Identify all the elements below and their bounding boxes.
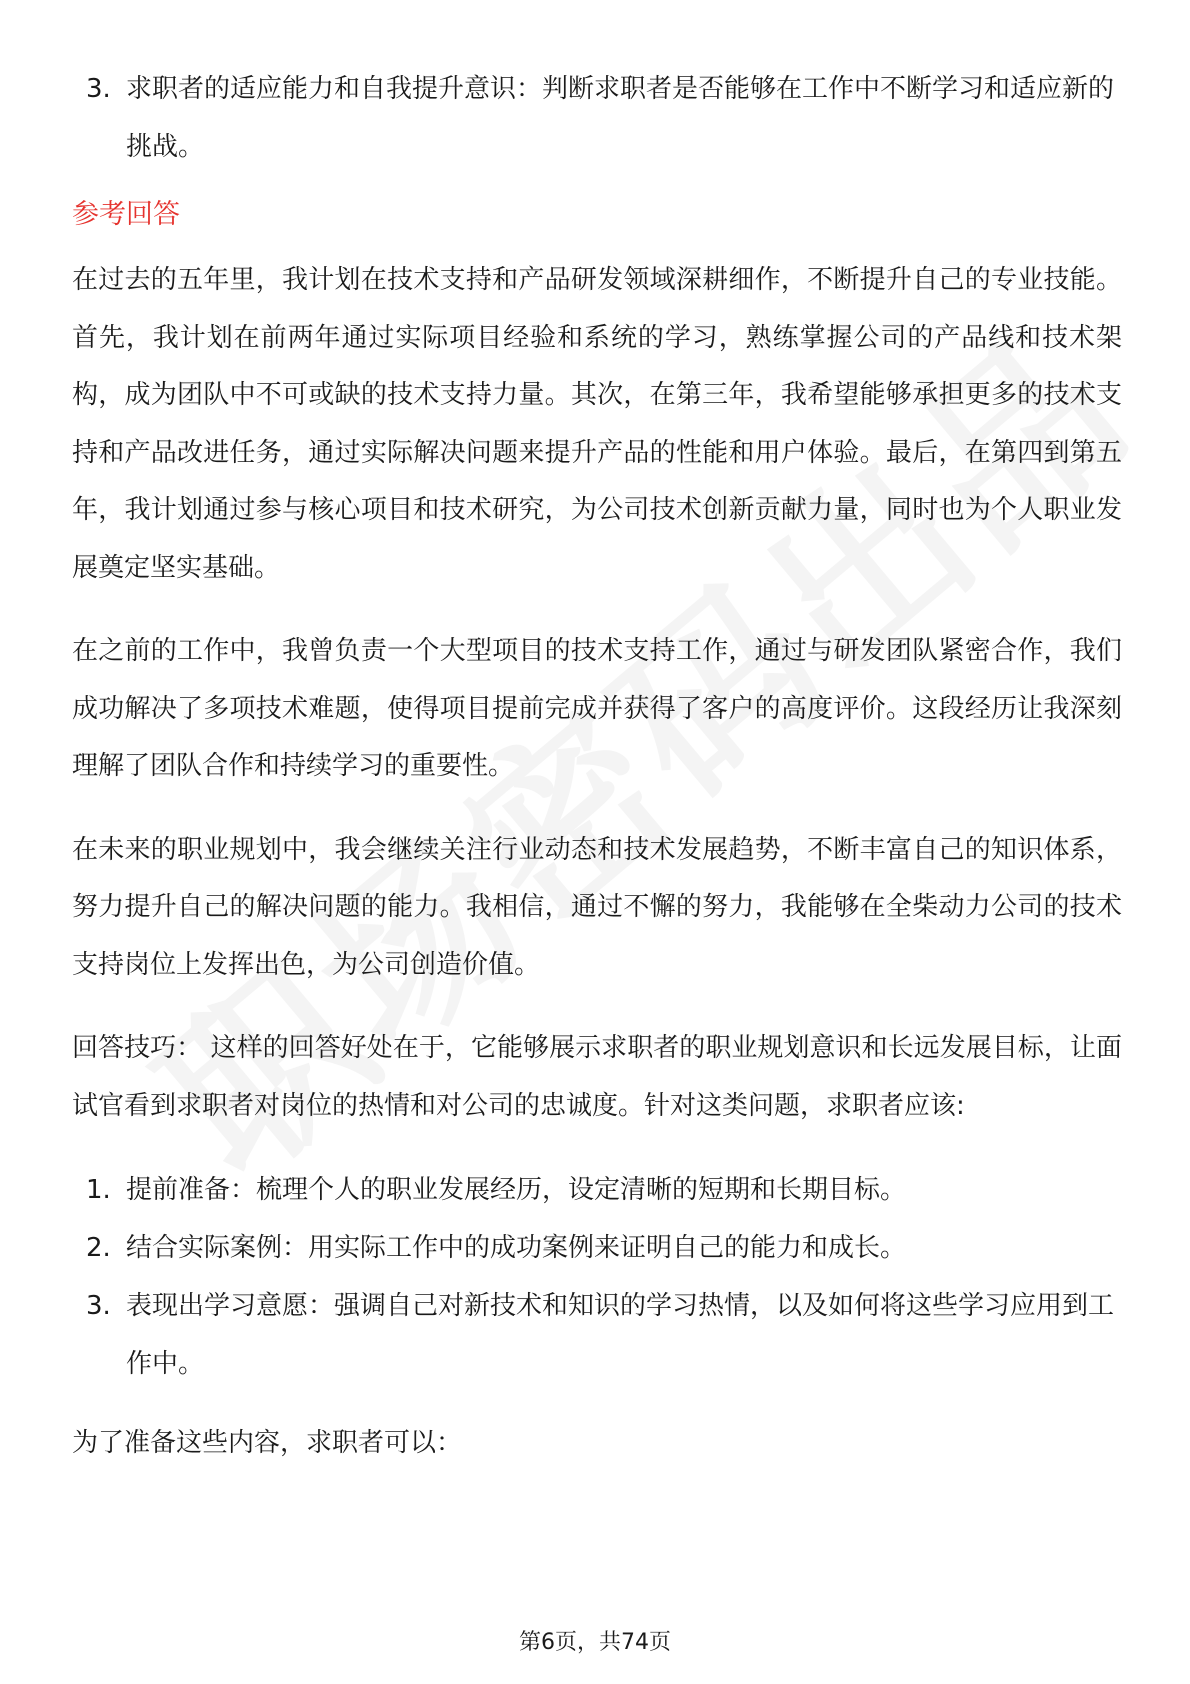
page-footer: 第6页，共74页 bbox=[519, 1630, 671, 1655]
list-item bbox=[72, 1219, 1122, 1277]
list-item bbox=[72, 1161, 1122, 1219]
tips-list bbox=[72, 1161, 1122, 1393]
list-number: 2. bbox=[86, 1233, 111, 1263]
list-number: 1. bbox=[86, 1175, 111, 1205]
list-number: 3. bbox=[86, 1291, 111, 1321]
list-item bbox=[72, 60, 1122, 176]
list-text: 求职者的适应能力和自我提升意识：判断求职者是否能够在工作中不断学习和适应新的挑战。 bbox=[126, 74, 1115, 162]
paragraph-closing: 为了准备这些内容，求职者可以： bbox=[72, 1428, 463, 1458]
paragraph-answer-tips: 回答技巧： 这样的回答好处在于，它能够展示求职者的职业规划意识和长远发展目标，让面试官看到求职者对岗位的热情和对公司的忠诚度。针对这类问题，求职者应该: bbox=[72, 1033, 1122, 1121]
paragraph-past-experience: 在之前的工作中，我曾负责一个大型项目的技术支持工作，通过与研发团队紧密合作，我们成功解决了多项技术难题，使得项目提前完成并获得了客户的高度评价。这段经历让我深刻理解了团队合作和持续学习的重要性。 bbox=[72, 636, 1122, 781]
criteria-list bbox=[72, 60, 1122, 176]
list-text: 提前准备：梳理个人的职业发展经历，设定清晰的短期和长期目标。 bbox=[126, 1175, 907, 1205]
paragraph-five-year-plan: 在过去的五年里，我计划在技术支持和产品研发领域深耕细作，不断提升自己的专业技能。首先，我计划在前两年通过实际项目经验和系统的学习，熟练掌握公司的产品线和技术架构，成为团队中不可或缺的技术支持力量。其次，在第三年，我希望能够承担更多的技术支持和产品改进任务，通过实际解决问题来提升产品的性能和用户体验。最后，在第四到第五年，我计划通过参与核心项目和技术研究，为公司技术创新贡献力量，同时也为个人职业发展奠定坚实基础。 bbox=[72, 265, 1122, 583]
list-text: 表现出学习意愿：强调自己对新技术和知识的学习热情，以及如何将这些学习应用到工作中。 bbox=[126, 1291, 1115, 1379]
list-item bbox=[72, 1277, 1122, 1393]
document-body bbox=[72, 60, 1122, 1499]
list-number: 3. bbox=[86, 74, 111, 104]
list-text: 结合实际案例：用实际工作中的成功案例来证明自己的能力和成长。 bbox=[126, 1233, 907, 1263]
paragraph-future-plan: 在未来的职业规划中，我会继续关注行业动态和技术发展趋势，不断丰富自己的知识体系，努力提升自己的解决问题的能力。我相信，通过不懈的努力，我能够在全柴动力公司的技术支持岗位上发挥出色，为公司创造价值。 bbox=[72, 834, 1122, 980]
section-title-reference-answer: 参考回答 bbox=[72, 199, 180, 230]
